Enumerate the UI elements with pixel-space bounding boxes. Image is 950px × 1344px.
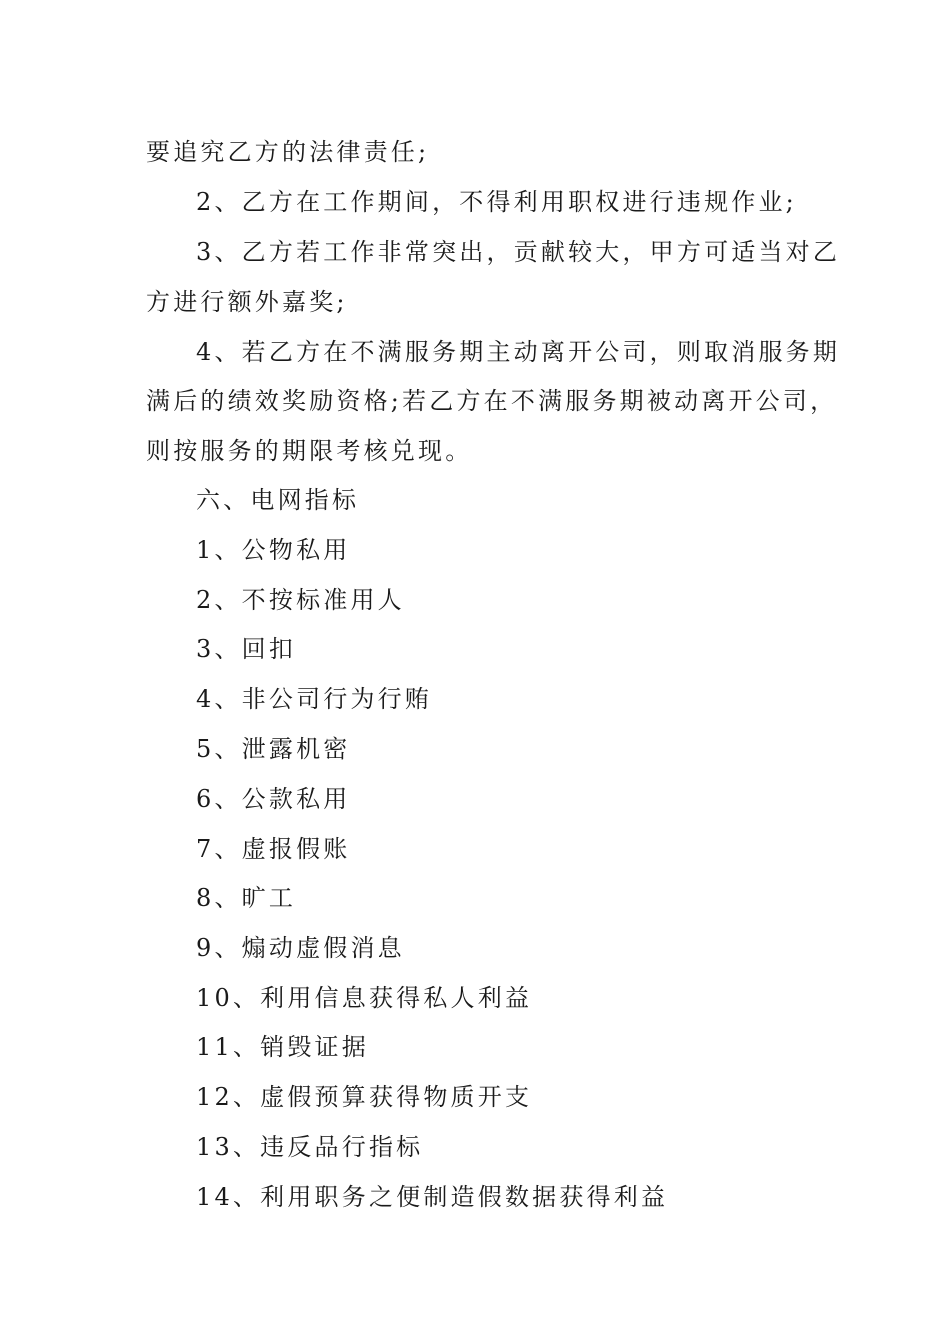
section-heading: 六、电网指标 — [196, 486, 360, 514]
list-item: 6、公款私用 — [196, 785, 351, 813]
list-item: 12、虚假预算获得物质开支 — [196, 1083, 533, 1111]
list-item: 14、利用职务之便制造假数据获得利益 — [196, 1183, 669, 1211]
list-item: 2、不按标准用人 — [196, 586, 405, 614]
paragraph-line: 3、乙方若工作非常突出，贡献较大，甲方可适当对乙 — [196, 238, 841, 266]
paragraph-line: 要追究乙方的法律责任; — [146, 138, 430, 166]
list-item: 11、销毁证据 — [196, 1033, 369, 1061]
paragraph-line: 则按服务的期限考核兑现。 — [146, 437, 473, 465]
list-item: 3、回扣 — [196, 635, 297, 663]
paragraph-line: 满后的绩效奖励资格;若乙方在不满服务期被动离开公司， — [146, 387, 838, 415]
list-item: 1、公物私用 — [196, 536, 351, 564]
paragraph-line: 4、若乙方在不满服务期主动离开公司，则取消服务期 — [196, 338, 841, 366]
list-item: 4、非公司行为行贿 — [196, 685, 433, 713]
list-item: 5、泄露机密 — [196, 735, 351, 763]
paragraph-line: 方进行额外嘉奖; — [146, 288, 348, 316]
paragraph-line: 2、乙方在工作期间，不得利用职权进行违规作业; — [196, 188, 797, 216]
list-item: 10、利用信息获得私人利益 — [196, 984, 533, 1012]
list-item: 13、违反品行指标 — [196, 1133, 424, 1161]
list-item: 7、虚报假账 — [196, 835, 351, 863]
list-item: 9、煽动虚假消息 — [196, 934, 405, 962]
list-item: 8、旷工 — [196, 884, 297, 912]
